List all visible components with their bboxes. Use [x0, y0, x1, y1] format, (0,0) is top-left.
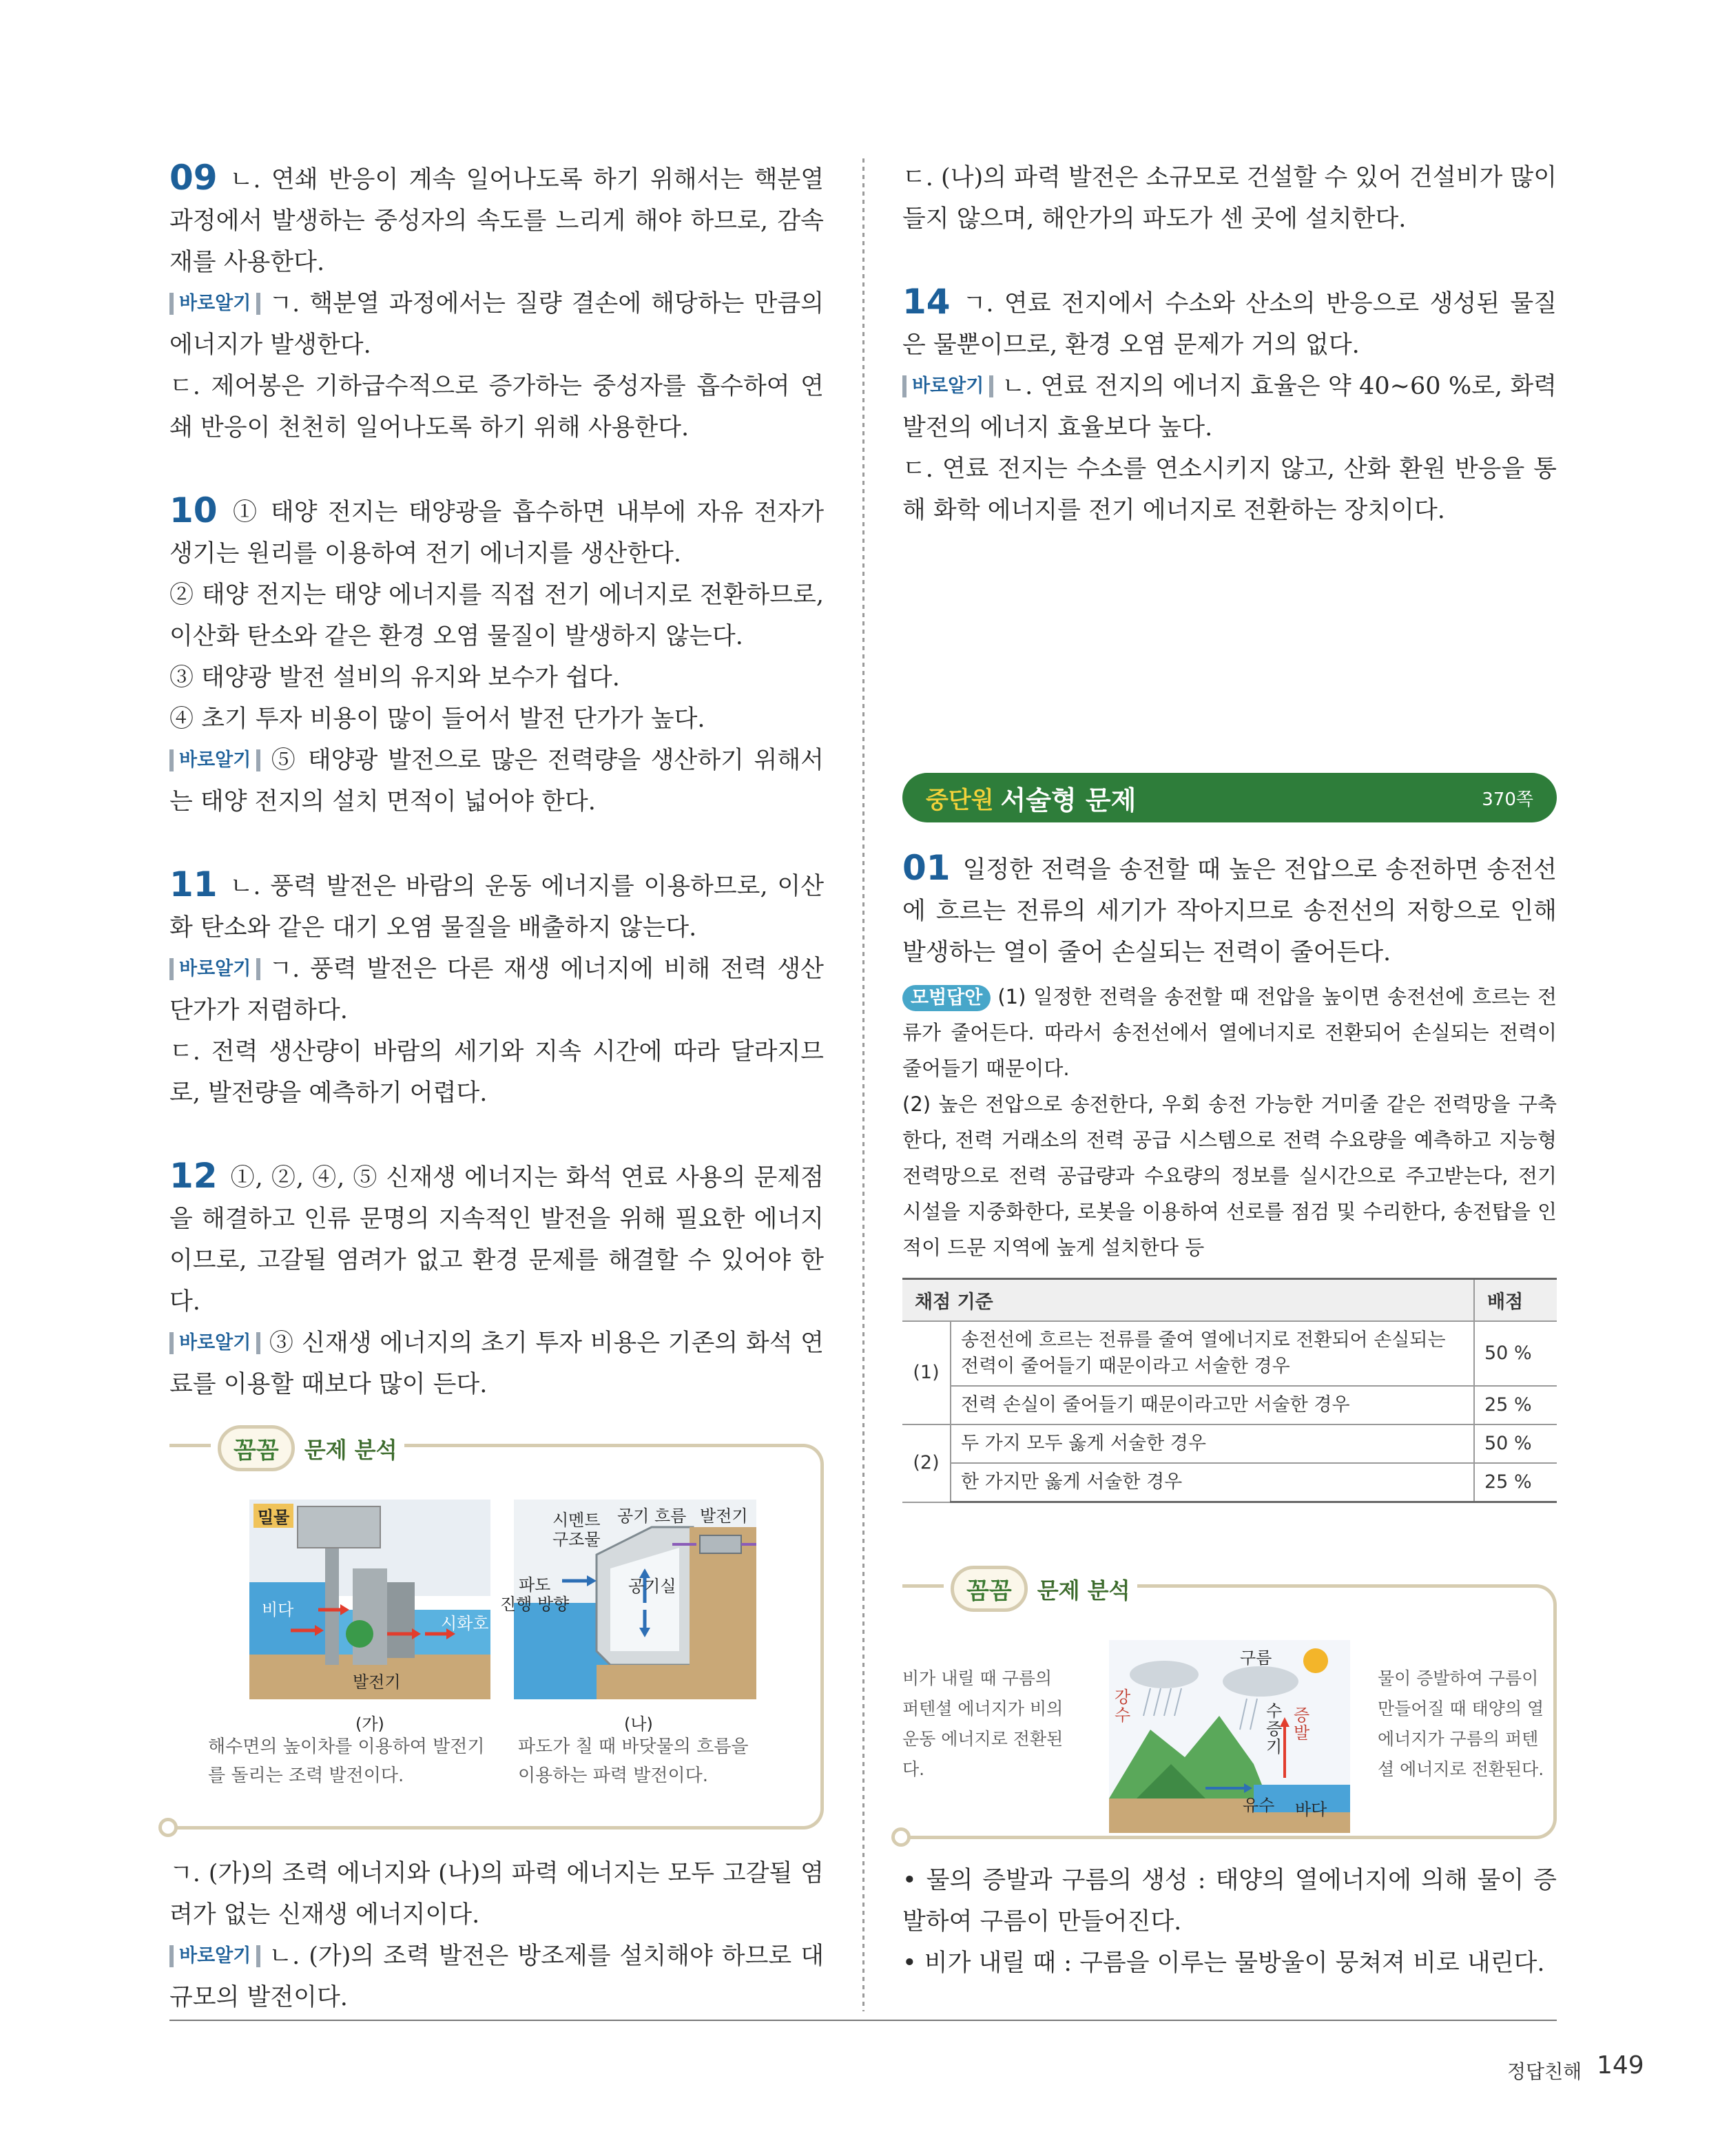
tidal-tag: 밀물	[253, 1504, 293, 1528]
row-points: 50 %	[1474, 1321, 1557, 1386]
correction-text: ③ 신재생 에너지의 초기 투자 비용은 기존의 화석 연료를 이용할 때보다 많이 든다.	[169, 1329, 824, 1398]
correction-badge: 바로알기	[169, 958, 260, 980]
question-13	[169, 1436, 824, 2018]
correction-text: ㄷ. 연료 전지는 수소를 연소시키지 않고, 산화 환원 반응을 통해 화학 에너지를 전기 에너지로 전환하는 장치이다.	[902, 455, 1557, 524]
runoff-label: 유수	[1243, 1796, 1275, 1815]
water-cycle-figure	[1109, 1640, 1350, 1833]
wave-power-figure	[500, 1500, 756, 1699]
model-answer-2: (2) 높은 전압으로 송전한다, 우회 송전 가능한 거미줄 같은 전력망을 구축한다, 전력 거래소의 전력 공급 시스템으로 전력 수요량을 예측하고 지능형 전력망으로 전력 공급량과 수요량의 정보를 실시간으로 주고받는다, 전기 시설을 지중화한다, 로봇을 이용하여 선로를 점검 및 수리한다, 송전탑을 인적이 드문 지역에 높게 설치한다 등	[902, 1092, 1557, 1259]
answer-text: ② 태양 전지는 태양 에너지를 직접 전기 에너지로 전환하므로, 이산화 탄소와 같은 환경 오염 물질이 발생하지 않는다.	[169, 581, 824, 650]
row-criteria: 두 가지 모두 옳게 서술한 경우	[951, 1424, 1474, 1463]
figure-a-label: (가)	[355, 1714, 384, 1734]
table-row	[902, 1463, 1557, 1502]
analysis-box	[169, 1436, 824, 1830]
answer-text: ③ 태양광 발전 설비의 유지와 보수가 쉽다.	[169, 664, 620, 692]
question-10	[169, 490, 824, 822]
section-title: 서술형 문제	[1000, 785, 1137, 816]
tidal-power-figure	[249, 1500, 490, 1699]
generator-label: 발전기	[700, 1506, 748, 1526]
section-page-ref: 370쪽	[1482, 789, 1533, 810]
descriptive-question-02	[902, 1577, 1557, 1984]
answer-text: ㄴ. 풍력 발전은 바람의 운동 에너지를 이용하므로, 이산화 탄소와 같은 대기 오염 물질을 배출하지 않는다.	[169, 873, 824, 942]
question-number: 01	[902, 848, 951, 888]
correction-text: ⑤ 태양광 발전으로 많은 전력량을 생산하기 위해서는 태양 전지의 설치 면적이 넓어야 한다.	[169, 747, 824, 816]
right-column	[902, 157, 1557, 531]
grading-header-criteria: 채점 기준	[902, 1279, 1474, 1322]
question-number: 09	[169, 158, 218, 198]
sea-label: 바다	[1295, 1800, 1327, 1819]
cement-label: 시멘트 구조물	[552, 1511, 601, 1549]
airflow-label: 공기 흐름	[617, 1506, 687, 1526]
figure-b-label: (나)	[624, 1714, 653, 1734]
vapor-label: 수증기	[1266, 1701, 1283, 1756]
section-header-bar	[902, 773, 1557, 822]
answer-text: ㄱ. 연료 전지에서 수소와 산소의 반응으로 생성된 물질은 물뿐이므로, 환경 오염 문제가 거의 없다.	[902, 290, 1557, 359]
column-divider	[862, 158, 864, 2011]
bullet-2: • 비가 내릴 때 : 구름을 이루는 물방울이 뭉쳐져 비로 내린다.	[902, 1949, 1545, 1977]
table-row	[902, 1321, 1557, 1386]
chamber-label: 공기실	[628, 1577, 676, 1596]
row-points: 25 %	[1474, 1386, 1557, 1424]
row-criteria: 송전선에 흐르는 전류를 줄여 열에너지로 전환되어 손실되는 전력이 줄어들기 때문이라고 서술한 경우	[951, 1321, 1474, 1386]
analysis-header	[944, 1566, 1137, 1612]
lake-label: 시화호	[441, 1614, 489, 1633]
correction-text: ㄱ. 핵분열 과정에서는 질량 결손에 해당하는 만큼의 에너지가 발생한다.	[169, 290, 824, 359]
wave-direction-label: 파도 진행 방향	[500, 1575, 570, 1614]
analysis-box	[902, 1577, 1557, 1839]
tidal-caption: 해수면의 높이차를 이용하여 발전기를 돌리는 조력 발전이다.	[208, 1737, 485, 1786]
question-14	[902, 281, 1557, 531]
analysis-label: 문제 분석	[1037, 1577, 1130, 1604]
wave-caption: 파도가 칠 때 바닷물의 흐름을 이용하는 파력 발전이다.	[518, 1737, 749, 1786]
question-number: 10	[169, 490, 218, 530]
page-number: 149	[1597, 2051, 1644, 2080]
row-sub: (1)	[902, 1321, 951, 1424]
answer-text: ㄱ. (가)의 조력 에너지와 (나)의 파력 에너지는 모두 고갈될 염려가 없는 신재생 에너지이다.	[169, 1860, 824, 1929]
rain-label: 강수	[1115, 1688, 1131, 1725]
answer-text: ㄴ. 연쇄 반응이 계속 일어나도록 하기 위해서는 핵분열 과정에서 발생하는 중성자의 속도를 느리게 해야 하므로, 감속재를 사용한다.	[169, 166, 824, 276]
grading-table	[902, 1278, 1557, 1503]
table-row	[902, 1424, 1557, 1463]
answer-text: ① 태양 전지는 태양광을 흡수하면 내부에 자유 전자가 생기는 원리를 이용하여 전기 에너지를 생산한다.	[169, 499, 824, 568]
row-points: 50 %	[1474, 1424, 1557, 1463]
row-criteria: 전력 손실이 줄어들기 때문이라고만 서술한 경우	[951, 1386, 1474, 1424]
kkomkkom-pill: 꼼꼼	[218, 1425, 295, 1471]
kkomkkom-pill: 꼼꼼	[951, 1566, 1028, 1612]
left-note: 비가 내릴 때 구름의 퍼텐셜 에너지가 비의 운동 에너지로 전환된다.	[902, 1668, 1064, 1779]
footer-label: 정답친해	[1507, 2060, 1582, 2083]
correction-badge: 바로알기	[902, 375, 993, 397]
question-number: 14	[902, 282, 951, 322]
correction-text: ㄴ. 연료 전지의 에너지 효율은 약 40∼60 %로, 화력 발전의 에너지 효율보다 높다.	[902, 373, 1557, 442]
answer-text: ④ 초기 투자 비용이 많이 들어서 발전 단가가 높다.	[169, 705, 705, 733]
correction-text: ㄷ. 제어봉은 기하급수적으로 증가하는 중성자를 흡수하여 연쇄 반응이 천천히 일어나도록 하기 위해 사용한다.	[169, 373, 824, 442]
question-11	[169, 864, 824, 1114]
evaporation-label: 증발	[1294, 1706, 1310, 1743]
table-row	[902, 1386, 1557, 1424]
box-end-dot	[891, 1827, 911, 1847]
bullet-1: • 물의 증발과 구름의 생성 : 태양의 열에너지에 의해 물이 증발하여 구름이 만들어진다.	[902, 1867, 1557, 1936]
correction-badge: 바로알기	[169, 1945, 260, 1967]
box-end-dot	[158, 1818, 178, 1837]
generator-label: 발전기	[353, 1672, 401, 1692]
model-answer-1: (1) 일정한 전력을 송전할 때 전압을 높이면 송전선에 흐르는 전류가 줄어든다. 따라서 송전선에서 열에너지로 전환되어 손실되는 전력이 줄어들기 때문이다.	[902, 985, 1557, 1080]
sea-label: 비다	[262, 1600, 294, 1619]
correction-text: ㄴ. (가)의 조력 발전은 방조제를 설치해야 하므로 대규모의 발전이다.	[169, 1942, 824, 2011]
left-column	[169, 157, 824, 2018]
model-answer-badge: 모범답안	[902, 985, 991, 1011]
analysis-label: 문제 분석	[304, 1436, 397, 1463]
question-09	[169, 157, 824, 448]
correction-badge: 바로알기	[169, 293, 260, 315]
answer-text: 일정한 전력을 송전할 때 높은 전압으로 송전하면 송전선에 흐르는 전류의 세기가 작아지므로 송전선의 저항으로 인해 발생하는 열이 줄어 손실되는 전력이 줄어든다.	[902, 856, 1557, 966]
answer-text: ①, ②, ④, ⑤ 신재생 에너지는 화석 연료 사용의 문제점을 해결하고 인류 문명의 지속적인 발전을 위해 필요한 에너지이므로, 고갈될 염려가 없고 환경 문제를 해결할 수 있어야 한다.	[169, 1164, 824, 1316]
cloud-label: 구름	[1240, 1648, 1272, 1668]
right-note: 물이 증발하여 구름이 만들어질 때 태양의 열에너지가 구름의 퍼텐셜 에너지로 전환된다.	[1378, 1668, 1544, 1779]
question-number: 12	[169, 1156, 218, 1196]
answer-text: ㄷ. (나)의 파력 발전은 소규모로 건설할 수 있어 건설비가 많이 들지 않으며, 해안가의 파도가 센 곳에 설치한다.	[902, 164, 1557, 233]
grading-header-points: 배점	[1474, 1279, 1557, 1322]
section-part1: 중단원	[926, 786, 994, 814]
row-criteria: 한 가지만 옳게 서술한 경우	[951, 1463, 1474, 1502]
correction-text: ㄷ. 전력 생산량이 바람의 세기와 지속 시간에 따라 달라지므로, 발전량을 예측하기 어렵다.	[169, 1038, 824, 1107]
descriptive-question-01	[902, 847, 1557, 1503]
row-points: 25 %	[1474, 1463, 1557, 1502]
row-sub: (2)	[902, 1424, 951, 1502]
correction-badge: 바로알기	[169, 749, 260, 771]
bottom-rule	[169, 2020, 1557, 2021]
correction-badge: 바로알기	[169, 1332, 260, 1354]
analysis-header	[211, 1425, 404, 1471]
correction-text: ㄱ. 풍력 발전은 다른 재생 에너지에 비해 전력 생산 단가가 저렴하다.	[169, 955, 824, 1024]
question-12	[169, 1155, 824, 1405]
question-number: 11	[169, 864, 218, 904]
